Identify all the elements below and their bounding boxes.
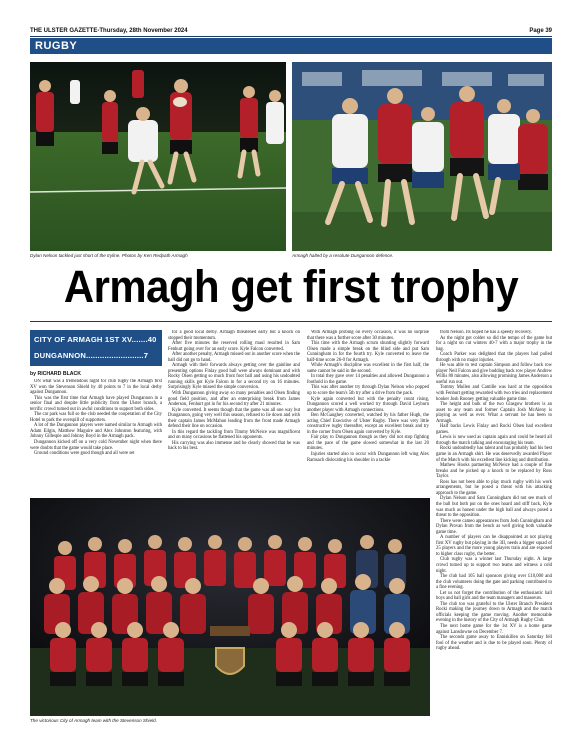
article-paragraph: The club had 105 ball sponsors giving over £10,000 and the club volunteers doing the gate and parking contributed to a fine evening. [436,574,552,591]
page-number: Page 39 [529,28,552,34]
photo-defence-caption: Armagh halted by a resolute Dungannon defence. [292,253,394,258]
article-paragraph: The seconds game away to Enniskillen on Saturday fell fool of the weather and is due to be played soon. Plenty of rugby ahead. [436,635,552,652]
photo-tackle-image [30,62,286,251]
article-paragraph: As the night got colder so did the tempo of the game but for a night on cut winters 40-7 with a major trophy in the bag. [436,335,552,352]
article-paragraph: Kyle converted. It seems though that the game was all one way but Dungannon, going very well this season, refused to lie down and with their captain James McMahon leading from the front made Armagh defend their line on occasion. [168,407,300,430]
article-paragraph: Lewis is now used as captain again and could be heard all through the match talking and encouraging his team. [436,435,552,446]
article-paragraph: After five minutes the reserved rolling maul resulted in Sam Fenhurt going over for an early score. Kyle Falcon converted. [168,341,300,352]
article-paragraph: Ground conditions were good though and all were set [34,451,135,457]
article-paragraph: A number of players can be disappointed at not playing first XV rugby but playing in the 3II, needs a bigger squad of 25 players and the more young players train and are exposed to higher class rugby, the better. [436,535,552,557]
article-paragraph: In this regard the tackling from Timmy McNeice was magnificent and on many occasions he flattened his opponents. [168,429,300,441]
article-column-2 [168,330,300,495]
photo-tackle-caption: Dylan Nelson tackled just short of the tryline. Photos by Ken Redpath Armagh [30,253,188,258]
article-column-4 [436,330,552,724]
photo-team [30,498,430,716]
article-paragraph: With Armagh probing on every occasion, it was no surprise that there was a further score after 30 minutes. [307,330,429,341]
article-paragraph: Rocki undoubtedly has talent and has probably had his best game in an Armagh shirt. He was deservedly awarded Player of the Match with his excellent line kicking and distribution. [436,446,552,463]
article-paragraph: ON what was a tremendous night for club rugby the Armagh first XV won the Stevenson Shield by 40 points to 7 in the local derby against Dungannon. [30,379,162,396]
article-paragraph: Dungannon kicked off on a very cold November night when there were doubts that the game would take place. [30,440,162,451]
article-column-3 [307,330,429,495]
article-paragraph: Tommy Mullen and Camille was hard at the opposition with Fenhurt getting rewarded with two tries and replacement hooker Josh Rooney getting valuable game time. [436,385,552,402]
photo-defence [292,62,552,251]
article-paragraph: There were cameo appearances from Josh Cunningham and Dylan Provan from the bench as well giving both valuable game time. [436,518,552,535]
article-paragraph: A lot of the Dungannon players were named similar to Armagh with Adam Eilgin, Matthew Maguire and Alex Johnston featuring, with Johnny Gillespie and Johnny Boyd in the Armagh pack. [30,423,162,440]
article-paragraph: Dylan Nelson and Sam Cunningham did not see much of the ball but both put on the ones hoard and stiff back, Kyle was much as honest under the high ball and always posed a threat to the opposition. [436,496,552,519]
article-paragraph: The next home game for the 1st XV is a home game against Lansdowne on December 7. [436,623,552,635]
article-paragraph: The car park was full so the club needed the cooperation of the City Hotel to park the overspill of supporters. [30,412,162,423]
article-paragraph: Armagh with their forwards always getting over the gainline and presenting options Finlay good ball were always dominant and with Rocky Olsen getting so much front foot ball and using his undoubted running skills got Kyle Falcon in for a second try on 16 minutes. Surprisingly Kyle missed the simple conversion. [168,363,300,391]
article-paragraph: Coach Parker was delighted that the players had pulled through with no major injuries. [436,352,552,363]
article-paragraph: After another penalty, Armagh missed out in another score when the ball did not go to hand. [168,352,300,363]
article-paragraph: With Dungannon giving away so many penalties and Olsen finding good field position, and after an enterprising break from James Anderson, Fenhurt got in for his second try after 21 minutes. [168,391,300,408]
section-bar [30,38,552,54]
article-paragraph: This was after another try through Dylan Nelson who popped up to score the team's 5th try after a drive from the pack. [307,385,429,397]
headline-rule [30,321,552,322]
masthead-rule [30,36,552,37]
article-paragraph: In total they gave over 14 penalties and allowed Dungannon a foothold in the game. [307,374,429,385]
article-paragraph: from Nelson. Its hoped he has a speedy recovery. [440,330,533,335]
section-title: RUGBY [35,40,78,52]
score-box [30,330,162,366]
article-paragraph: His carrying was also immense and he clearly showed that he was back to his best. [168,440,300,452]
article-paragraph: Mathew Hooks partnering McNeice had a couple of fine breaks and he picked up a knock to be replaced by Ross Taylor. [436,463,552,480]
article-paragraph: Fair play to Dungannon though as they did not stop fighting and the pace of the game slowed somewhat in the last 20 minutes. [307,435,429,452]
photo-tackle [30,62,286,251]
article-paragraph: Kyle again converted but with the penalty count rising, Dungannon scored a well worked try through David Leyburn another player with Armagh connections. [307,396,429,413]
article-paragraph: This time with the Armagh scrum shunting slightly forward Olsen made a simple break on the blind side and put Sam Cunningham in for the fourth try. Kyle converted to leave the half-time score 26-0 for Armagh. [307,341,429,363]
article-paragraph: Ross has not been able to play much rugby with his work arrangements, but he posed a threat with his attacking approach to the game. [436,479,552,496]
article-paragraph: Injuries started also to occur with Dungannon left wing Alex Ramsach dislocating his shoulder in a tackle [307,452,429,463]
article-paragraph: This was the first time that Armagh have played Dungannon in a senior final and despite little publicity from the Ulster branch, a terrific crowd turned out in awful conditions to support both sides. [30,395,162,412]
article-paragraph: for a good local derby. Armagh threatened early but a knock on stopped their momentum. [168,330,300,341]
byline: by RICHARD BLACK [30,371,82,377]
article-paragraph: Half backs Lewis Finlay and Rocki Olsen had excellent games. [436,424,552,435]
photo-defence-image [292,62,552,251]
article-paragraph: The height and bulk of the two Glasgow brothers is an asset to any team and former Captain Josh McAleny is playing as well as ever. What a servant he has been to Armagh. [436,402,552,424]
score-line-armagh: CITY OF ARMAGH 1ST XV.......40 [34,335,157,344]
photo-team-image [30,498,430,716]
article-paragraph: The club too was grateful to the Ulster Branch President Rocki making the journey down to Armagh and the match officials keeping the game moving. Another memorable evening in the history of the City of Armagh Rugby Club. [436,601,552,624]
article-paragraph: He was able to rest captain Simpson and follow back row player Neil Falcon and give budding back row player Andrew Willis 80 minutes, also allowing promising James Anderson a useful run out. [436,363,552,385]
article-paragraph: Ben McGaughey converted, watched by his father Hugh, the acting Chief Executive of Ulster Rugby. There was very little constructive rugby thereafter, except an excellent break and try in the corner from Olsen again converted by Kyle. [307,413,429,435]
article-paragraph: Let us not forget the contribution of the enthusiastic ball boys and ball girls and the team managers and masseurs. [436,590,552,602]
headline: Armagh get first trophy [63,261,519,312]
photo-team-caption: The victorious City of Armagh team with the Stevenson Shield. [30,718,157,723]
masthead-publication: THE ULSTER GAZETTE-Thursday, 28th November 2024 [30,28,188,34]
article-paragraph: Club rugby was a winner last Thursday night. A large crowd turned up to support two teams and witness a cold night. [436,557,552,574]
article-column-1 [30,379,162,495]
article-paragraph: While Armagh's discipline was excellent in the first half, the same cannot be said in the second. [307,363,429,374]
score-line-dungannon: DUNGANNON.........................7 [34,351,149,360]
